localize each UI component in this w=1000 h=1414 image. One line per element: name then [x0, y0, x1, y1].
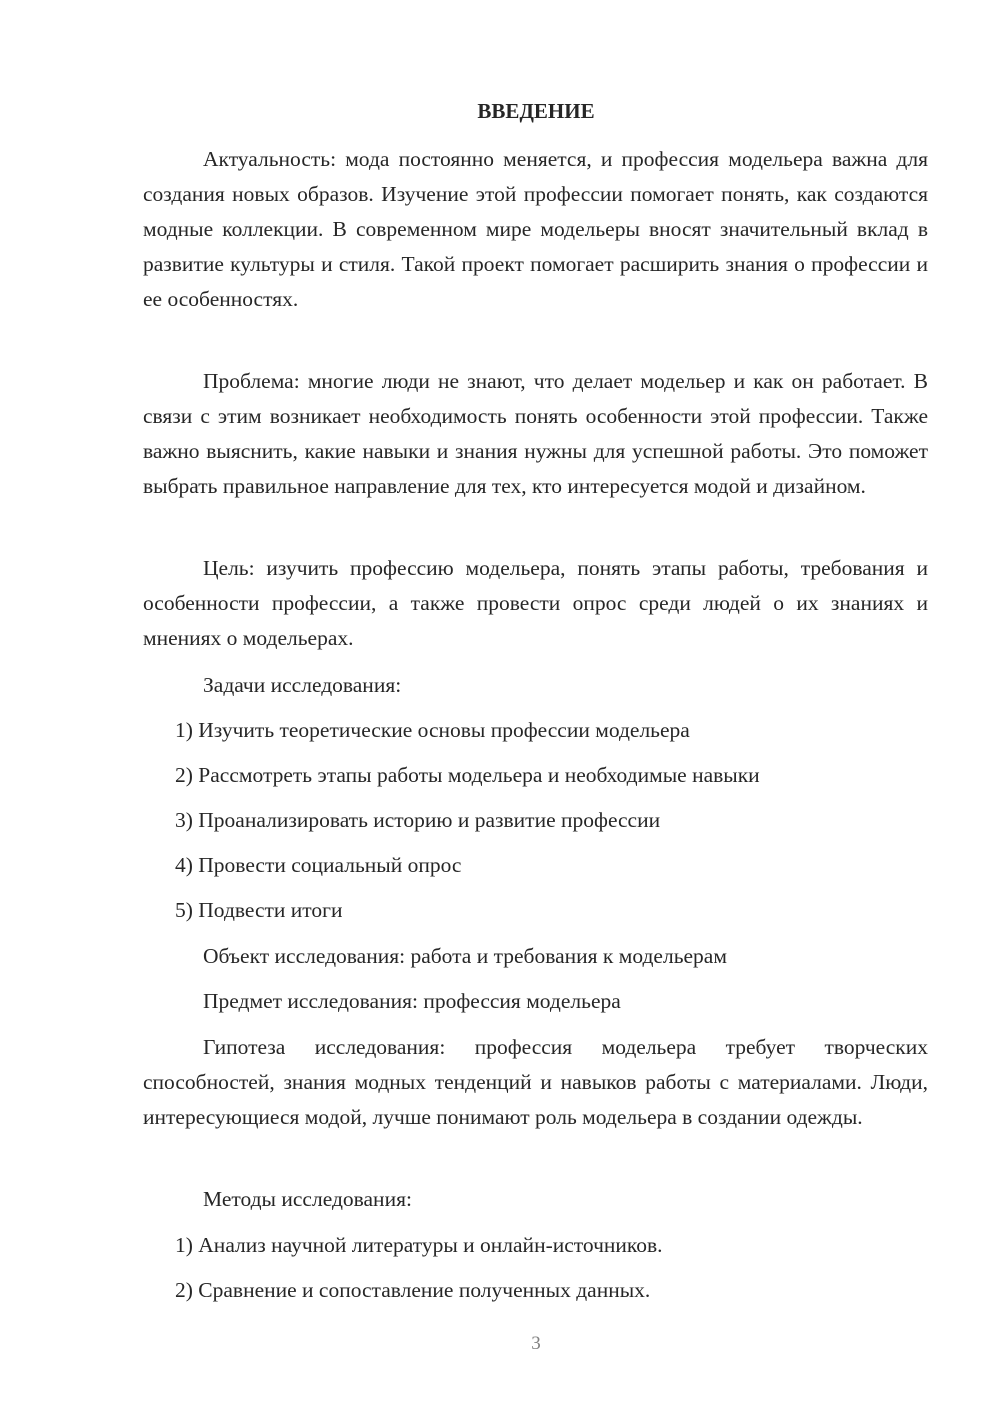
task-1-block [143, 713, 928, 748]
goal-text: Цель: изучить профессию модельера, понять этапы работы, требования и особенности профессии, а также провести опрос среди людей о их знаниях и мнениях о модельерах. [143, 556, 928, 650]
tasks-heading: Задачи исследования: [203, 673, 402, 697]
method-item-2: 2) Сравнение и сопоставление полученных данных. [175, 1278, 651, 1302]
relevance-text: Актуальность: мода постоянно меняется, и профессия модельера важна для создания новых образов. Изучение этой профессии помогает понять, как создаются модные коллекции. В современном мире модельеры вносят значительный вклад в развитие культуры и стиля. Такой проект помогает расширить знания о профессии и ее особенностях. [143, 147, 928, 311]
task-3-block [143, 803, 928, 838]
research-subject: Предмет исследования: профессия модельера [203, 989, 621, 1013]
tasks-heading-block [143, 668, 928, 703]
method-2-block [143, 1273, 928, 1308]
page-number: 3 [531, 1333, 541, 1354]
hypothesis-text: Гипотеза исследования: профессия модельера требует творческих способностей, знания модных тенденций и навыков работы с материалами. Люди, интересующиеся модой, лучше понимают роль модельера в создании одежды. [143, 1035, 928, 1129]
task-item-2: 2) Рассмотреть этапы работы модельера и необходимые навыки [175, 763, 760, 787]
subject-block [143, 984, 928, 1019]
section-title: ВВЕДЕНИЕ [477, 99, 595, 123]
method-1-block [143, 1228, 928, 1263]
task-item-4: 4) Провести социальный опрос [175, 853, 462, 877]
problem-text: Проблема: многие люди не знают, что делает модельер и как он работает. В связи с этим возникает необходимость понять особенности этой профессии. Также важно выяснить, какие навыки и знания нужны для успешной работы. Это поможет выбрать правильное направление для тех, кто интересуется модой и дизайном. [143, 369, 928, 498]
relevance-paragraph [143, 142, 928, 317]
method-item-1: 1) Анализ научной литературы и онлайн-источников. [175, 1233, 663, 1257]
task-item-1: 1) Изучить теоретические основы профессии модельера [175, 718, 690, 742]
methods-heading: Методы исследования: [203, 1187, 412, 1211]
task-4-block [143, 848, 928, 883]
hypothesis-paragraph [143, 1030, 928, 1135]
methods-heading-block [143, 1182, 928, 1217]
goal-paragraph [143, 551, 928, 656]
research-object: Объект исследования: работа и требования к модельерам [203, 944, 727, 968]
object-block [143, 939, 928, 974]
task-item-5: 5) Подвести итоги [175, 898, 343, 922]
task-item-3: 3) Проанализировать историю и развитие профессии [175, 808, 661, 832]
task-5-block [143, 893, 928, 928]
problem-paragraph [143, 364, 928, 504]
task-2-block [143, 758, 928, 793]
